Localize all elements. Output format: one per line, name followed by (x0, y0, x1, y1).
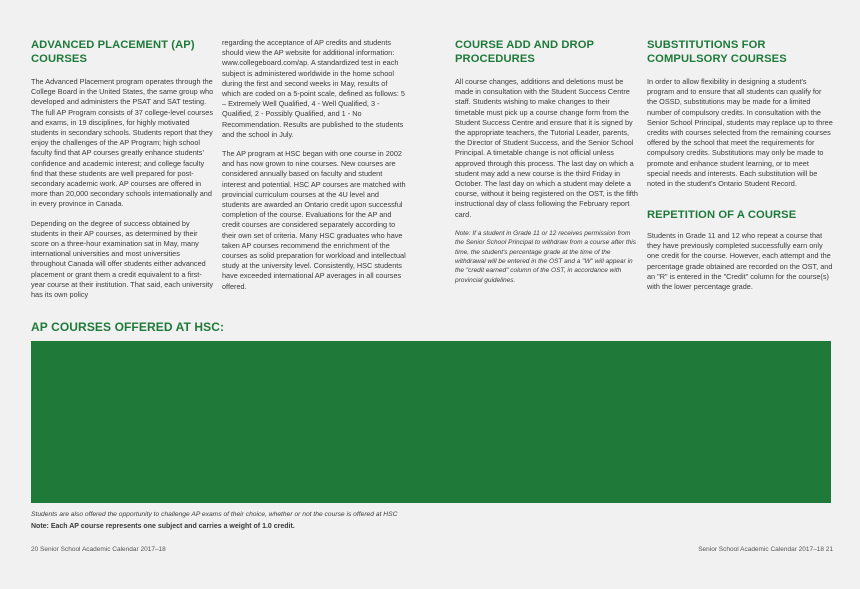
ap-courses-heading: ADVANCED PLACEMENT (AP) COURSES (31, 39, 195, 65)
ap-paragraph-1: The Advanced Placement program operates through the College Board in the United States, the same group who developed and administers the PSAT and SAT testing. The full AP Program consists of 37 college-level courses and exams, in 19 disciplines, for highly motivated students in secondary schools. Students report that they enjoy the challenges of the AP Program; high school faculty find that AP courses greatly enhance students' confidence and academic interest; and college faculty find that these students are well prepared for post-secondary academic work. AP courses are offered in more than 20,000 secondary schools internationally and in every province in Canada. (31, 77, 214, 209)
page-folio-right: Senior School Academic Calendar 2017–18 21 (698, 546, 833, 553)
substitutions-column (647, 77, 833, 198)
ap-paragraph-2: Depending on the degree of success obtained by students in their AP courses, as determined by their score on a three-hour examination sat in May, many international universities and most universities throughout Canada will offer students either advanced placement or grant them a credit equivalent to a first-year course at their institution. That said, each university has its own policy (31, 218, 213, 300)
ap-paragraph-4: The AP program at HSC began with one course in 2002 and has now grown to nine courses. New courses are considered annually based on faculty and student interest and potential. HSC AP courses are matched with provincial curriculum courses at the 4U level and students are awarded an Ontario credit upon successful completion of the course. Evaluations for the AP and credit courses are considered separately according to their own set of criteria. Many HSC graduates who have taken AP courses recommend the enrichment of the courses as solid preparation for workload and intellectual study at the university level. Consistently, HSC students have exceeded international AP averages in all courses offered. (222, 149, 406, 291)
repetition-paragraph: Students in Grade 11 and 12 who repeat a course that they have previously completed successfully earn only one credit for the course. However, each attempt and the percentage grade obtained are recorded on the OST, and an "R" is entered in the "Credit" column for the course(s) with the lower percentage grade. (647, 231, 833, 292)
ap-exam-footnote: Students are also offered the opportunity to challenge AP exams of their choice, whether or not the course is offered at HSC (31, 511, 398, 518)
repetition-heading: REPETITION OF A COURSE (647, 209, 797, 221)
repetition-column (647, 231, 833, 301)
ap-paragraph-3: regarding the acceptance of AP credits and students should view the AP website for additional information: www.collegeboard.com/ap. A standardized test in each subject is administered worldwide in the home school during the first and second weeks in May, results of which are coded on a 5-point scale, defined as follows: 5 – Extremely Well Qualified, 4 - Well Qualified, 3 - Qualified, 2 - Possibly Qualified, and 1 - No Recommendation. Results are published to the students and the school in July. (222, 38, 405, 139)
substitutions-paragraph: In order to allow flexibility in designing a student's program and to ensure that all students can qualify for the OSSD, substitutions may be made for a limited number of compulsory credits. In consultation with the Senior School Principal, students may replace up to three credits with courses selected from the remaining courses offered by the school that meet the requirements for compulsory credits. Substitutions may only be made to promote and enhance student learning, or to meet special needs and interests. Each substitution will be noted in the student's Ontario Student Record. (647, 77, 833, 189)
course-change-column (455, 77, 640, 294)
course-change-heading: COURSE ADD AND DROP PROCEDURES (455, 39, 594, 65)
ap-column-1 (31, 77, 215, 309)
page-folio-left: 20 Senior School Academic Calendar 2017–18 (31, 546, 166, 553)
substitutions-heading: SUBSTITUTIONS FOR COMPULSORY COURSES (647, 39, 787, 65)
ap-column-2 (222, 38, 406, 301)
course-change-paragraph: All course changes, additions and deletions must be made in consultation with the Student Success Centre staff. Students wishing to make changes to their timetable must pick up a course change form from the Student Success Centre and ensure that it is signed by the appropriate teachers, the Tutorial Leader, parents, the Director of Student Success, and the Senior School Principal. A timetable change is not official unless approved through this process. The last day on which a student may add a new course is the third Friday in October. The last day on which a student may delete a course, without it being registered on the OST, is the fifth instructional day of class following the February report card. (455, 77, 638, 219)
ap-courses-table (31, 341, 831, 503)
ap-offered-heading: AP COURSES OFFERED AT HSC: (31, 320, 225, 334)
ap-credit-note: Note: Each AP course represents one subject and carries a weight of 1.0 credit. (31, 523, 295, 530)
course-change-note: Note: If a student in Grade 11 or 12 receives permission from the Senior School Principal to withdraw from a course after this time, the student's percentage grade at the time of the withdrawal will be entered in the OST and a "W" will appear in the "credit earned" column of the OST, in accordance with provincial guidelines. (455, 229, 637, 284)
